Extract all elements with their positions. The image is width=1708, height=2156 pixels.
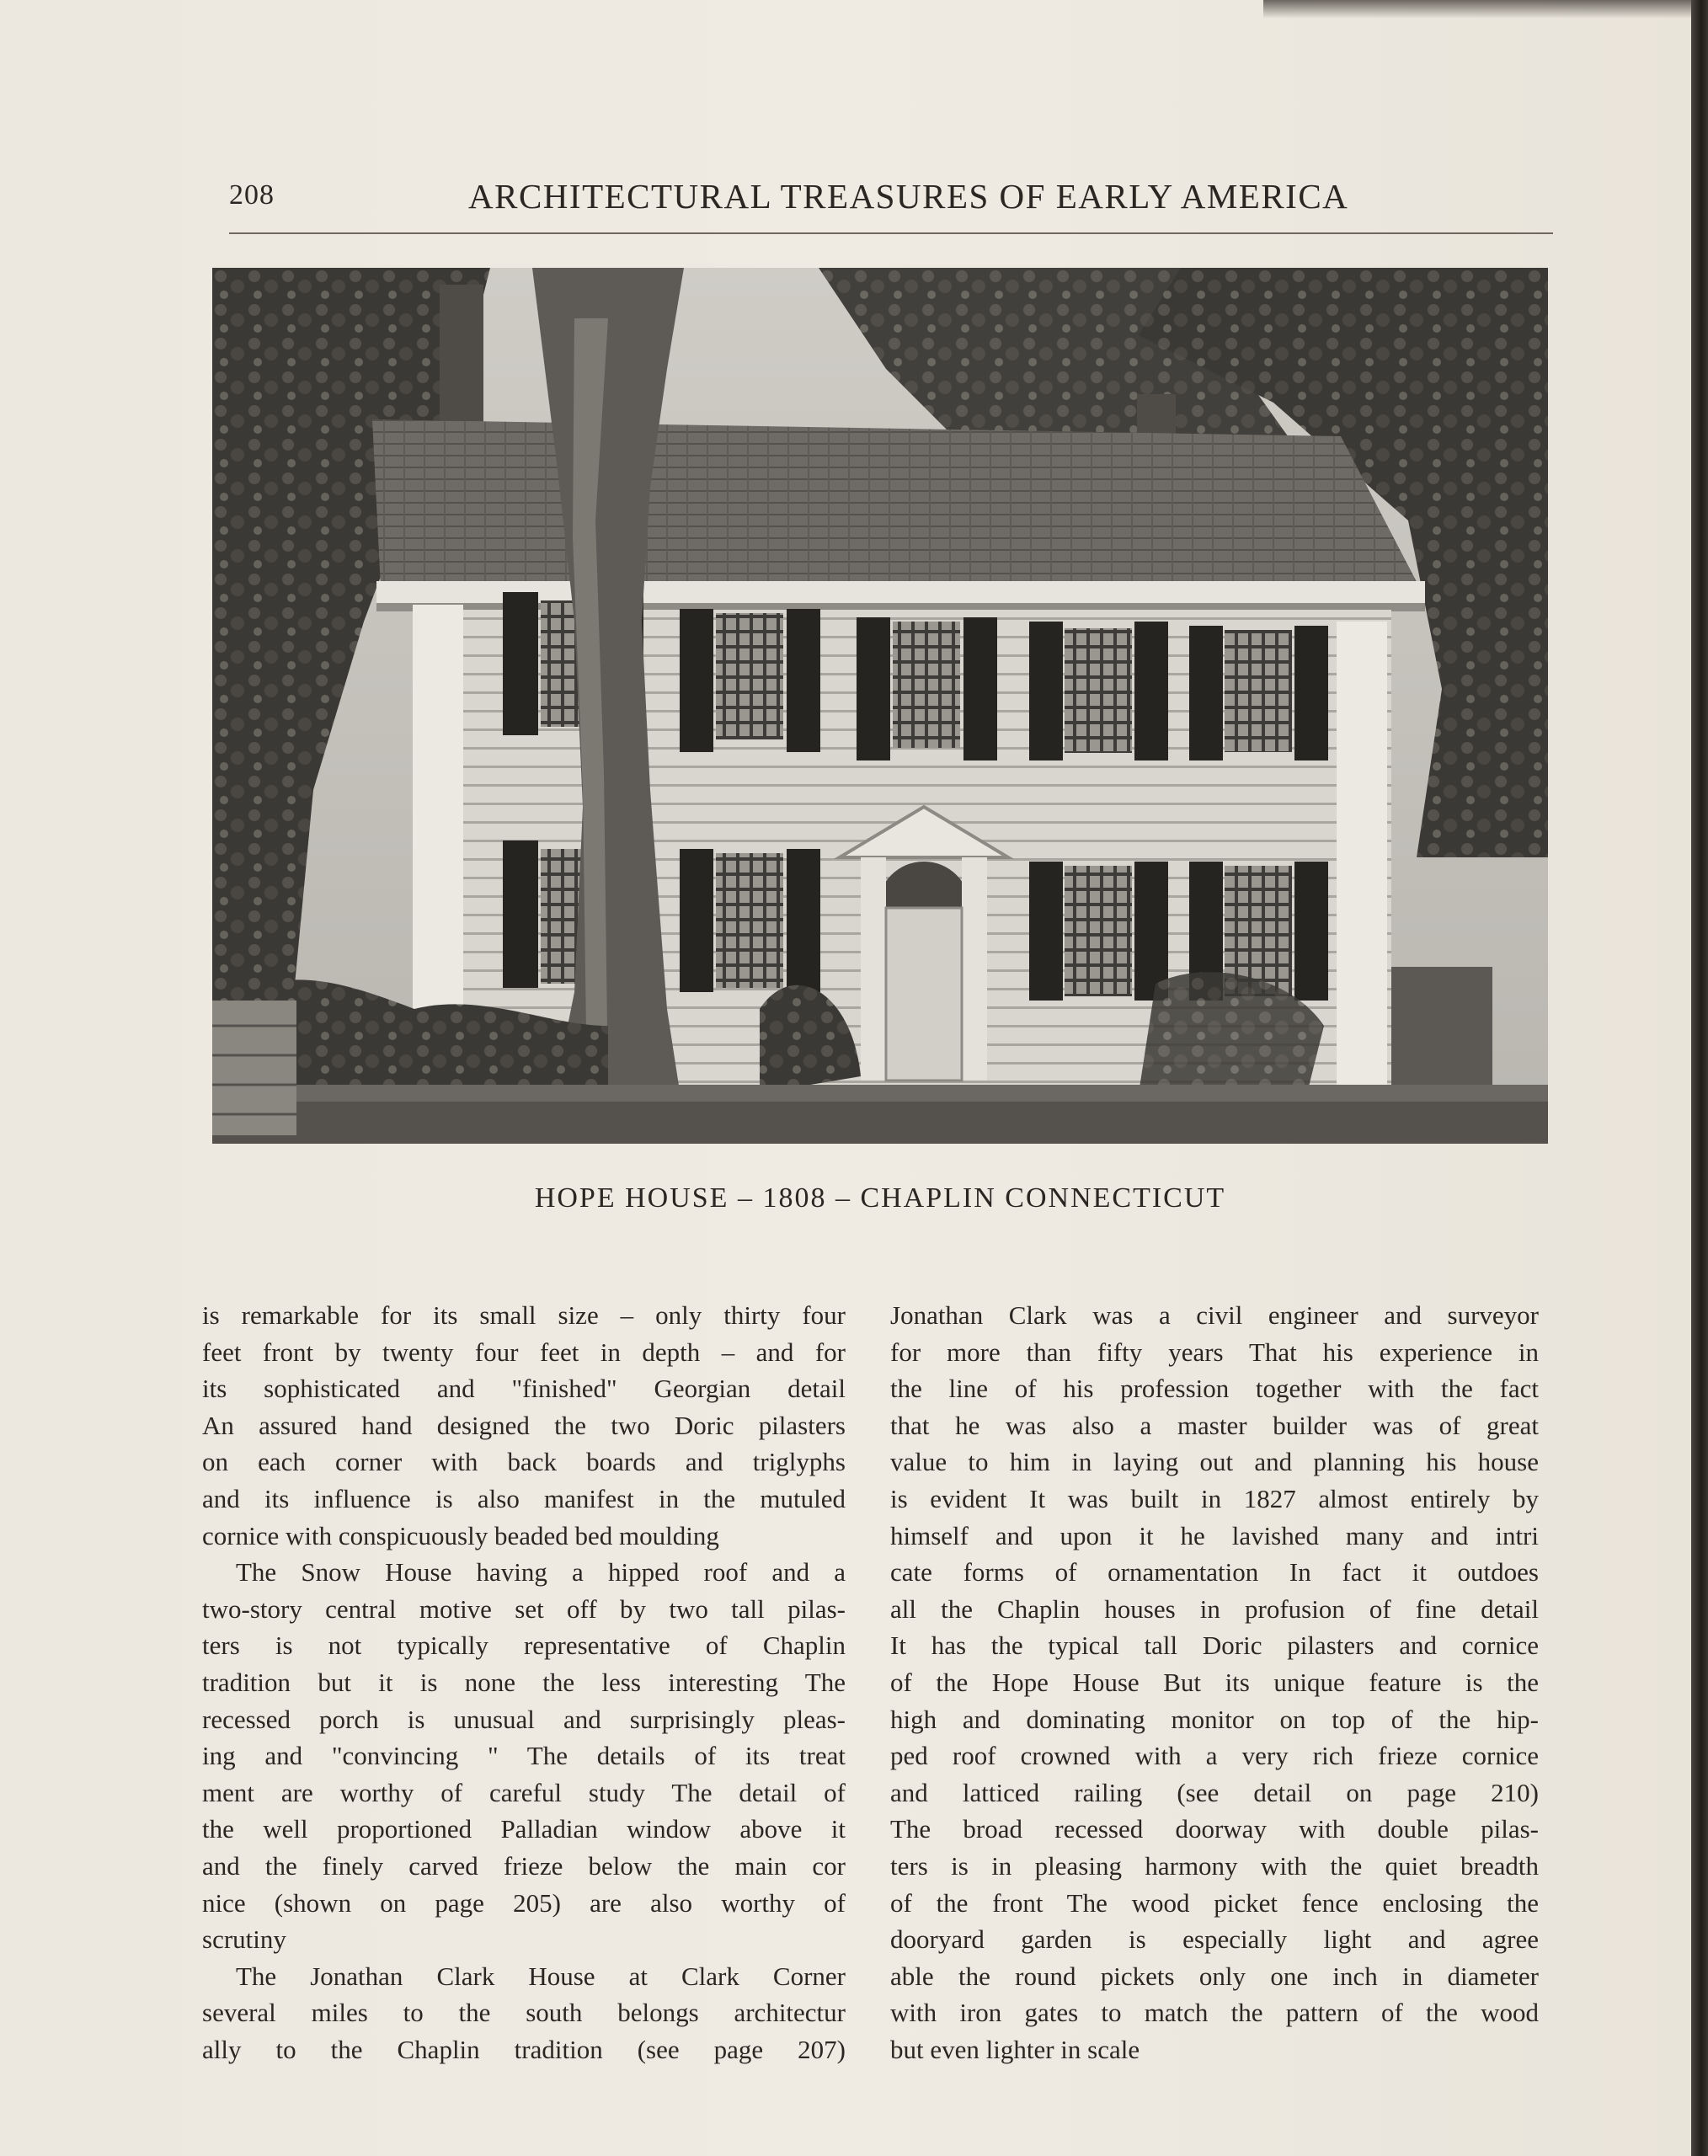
text-line: The broad recessed doorway with double pilas-: [890, 1814, 1539, 1844]
text-line: The Snow House having a hipped roof and a: [236, 1557, 846, 1588]
text-line: feet front by twenty four feet in depth – and for: [202, 1337, 846, 1367]
house-photograph: [212, 268, 1548, 1144]
text-line: himself and upon it he lavished many and intri: [890, 1520, 1539, 1550]
text-line: the well proportioned Palladian window above it: [202, 1814, 846, 1844]
text-line: but even lighter in scale: [890, 2034, 1140, 2064]
text-line: its sophisticated and "finished" Georgian detail: [202, 1374, 846, 1404]
page-number: 208: [229, 179, 275, 211]
text-line: ment are worthy of careful study The detail of: [202, 1777, 846, 1807]
header-rule: [229, 232, 1553, 234]
text-line: on each corner with back boards and triglyphs: [202, 1447, 846, 1477]
text-line: tradition but it is none the less interesting The: [202, 1667, 846, 1697]
text-line: ped roof crowned with a very rich frieze cornice: [890, 1741, 1539, 1771]
text-line: It has the typical tall Doric pilasters and cornice: [890, 1630, 1539, 1661]
text-line: and latticed railing (see detail on page 210): [890, 1777, 1539, 1807]
text-line: dooryard garden is especially light and agree: [890, 1924, 1539, 1955]
text-line: two-story central motive set off by two tall pilas-: [202, 1593, 846, 1624]
text-line: high and dominating monitor on top of the hip-: [890, 1704, 1539, 1734]
text-line: is remarkable for its small size – only thirty four: [202, 1300, 846, 1330]
photo-caption: HOPE HOUSE – 1808 – CHAPLIN CONNECTICUT: [534, 1182, 1226, 1214]
text-line: cornice with conspicuously beaded bed moulding: [202, 1520, 719, 1550]
running-title: ARCHITECTURAL TREASURES OF EARLY AMERICA: [468, 177, 1349, 216]
text-line: The Jonathan Clark House at Clark Corner: [236, 1961, 846, 1991]
text-line: able the round pickets only one inch in diameter: [890, 1961, 1539, 1991]
text-line: and its influence is also manifest in the mutuled: [202, 1483, 846, 1513]
text-line: the line of his profession together with the fact: [890, 1374, 1539, 1404]
text-column-right: [890, 1297, 1539, 2068]
book-binding-edge: [1691, 0, 1708, 2156]
text-line: recessed porch is unusual and surprisingly pleas-: [202, 1704, 846, 1734]
text-line: ters is not typically representative of Chaplin: [202, 1630, 846, 1661]
text-line: all the Chaplin houses in profusion of fine detail: [890, 1593, 1539, 1624]
text-line: that he was also a master builder was of great: [890, 1410, 1539, 1440]
text-column-left: [202, 1297, 846, 2068]
text-line: An assured hand designed the two Doric pilasters: [202, 1410, 846, 1440]
text-line: scrutiny: [202, 1924, 286, 1955]
text-line: nice (shown on page 205) are also worthy of: [202, 1887, 846, 1918]
text-line: ing and "convincing " The details of its treat: [202, 1741, 846, 1771]
text-line: and the finely carved frieze below the main cor: [202, 1850, 846, 1881]
text-line: is evident It was built in 1827 almost entirely by: [890, 1483, 1539, 1513]
text-line: for more than fifty years That his experience in: [890, 1337, 1539, 1367]
text-line: value to him in laying out and planning his house: [890, 1447, 1539, 1477]
text-line: several miles to the south belongs architectur: [202, 1998, 846, 2028]
text-line: of the front The wood picket fence enclosing the: [890, 1887, 1539, 1918]
page-header: [229, 173, 1553, 223]
page-shadow: [1263, 0, 1708, 19]
text-line: with iron gates to match the pattern of the wood: [890, 1998, 1539, 2028]
text-line: of the Hope House But its unique feature is the: [890, 1667, 1539, 1697]
text-line: Jonathan Clark was a civil engineer and surveyor: [890, 1300, 1539, 1330]
text-line: ally to the Chaplin tradition (see page 207): [202, 2034, 846, 2064]
text-line: ters is in pleasing harmony with the quiet breadth: [890, 1850, 1539, 1881]
text-line: cate forms of ornamentation In fact it outdoes: [890, 1557, 1539, 1588]
